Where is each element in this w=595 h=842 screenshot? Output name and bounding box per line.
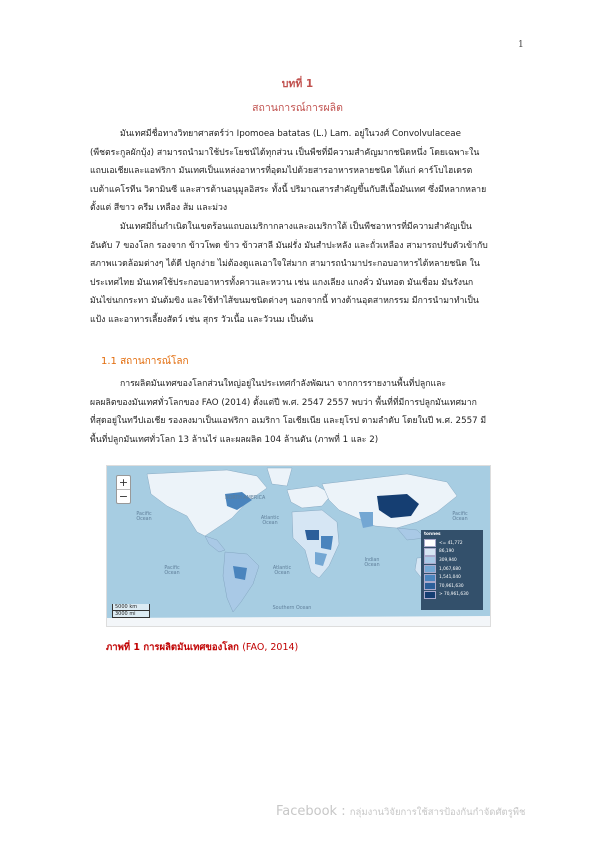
legend-swatch xyxy=(424,548,436,556)
east-africa-region xyxy=(321,536,333,550)
legend-label: 1,067,680 xyxy=(439,566,461,572)
legend-swatch xyxy=(424,565,436,573)
zoom-out-button[interactable]: − xyxy=(118,490,129,503)
legend-row xyxy=(424,539,480,548)
paragraph-2-line: สภาพแวดล้อมต่างๆ ได้ดี ปลูกง่าย ไม่ต้องดูแลเอาใจใส่มาก สามารถนำมาประกอบอาหารได้หลายชนิด ใน xyxy=(90,259,480,270)
paragraph-1-line: มันเทศมีชื่อทางวิทยาศาสตร์ว่า Ipomoea batatas (L.) Lam. อยู่ในวงศ์ Convolvulaceae xyxy=(120,129,461,139)
ocean-label: Pacific Ocean xyxy=(164,566,180,576)
nigeria-region xyxy=(305,530,319,540)
footer-group: กลุ่มงานวิจัยการใช้สารป้องกันกำจัดศัตรูพืช xyxy=(349,807,526,818)
paragraph-2-line: มันไข่นกกระทา มันต้มขิง และใช้ทำไส้ขนมชนิดต่างๆ นอกจากนี้ ทางด้านอุตสาหกรรม มีการนำมาทำเป็น xyxy=(90,296,479,307)
map-zoom-control xyxy=(116,475,131,504)
section-paragraph-line: พื้นที่ปลูกมันเทศทั่วโลก 13 ล้านไร่ และผลผลิต 104 ล้านตัน (ภาพที่ 1 และ 2) xyxy=(90,434,379,445)
page-number: 1 xyxy=(518,40,524,50)
ocean-label: Atlantic Ocean xyxy=(272,566,292,576)
legend-label: > 70,961,630 xyxy=(439,592,469,598)
caption-label: ภาพที่ 1 การผลิตมันเทศของโลก xyxy=(106,642,239,653)
ocean-label: Indian Ocean xyxy=(364,558,380,568)
paragraph-1 xyxy=(90,125,510,218)
map-legend xyxy=(421,530,483,610)
section-heading: 1.1 สถานการณ์โลก xyxy=(101,356,189,367)
paragraph-2-line: มันเทศมีถิ่นกำเนิดในเขตร้อนแถบอเมริกากลางและอเมริกาใต้ เป็นพืชอาหารที่มีความสำคัญเป็น xyxy=(120,222,472,232)
legend-swatch xyxy=(424,591,436,599)
legend-row xyxy=(424,556,480,565)
legend-row xyxy=(424,573,480,582)
chapter-subtitle: สถานการณ์การผลิต xyxy=(252,102,343,114)
paragraph-2-line: อันดับ 7 ของโลก รองจาก ข้าวโพด ข้าว ข้าวสาลี มันฝรั่ง มันสำปะหลัง และถั่วเหลือง สามารถปรับตัวเข้ากับ xyxy=(90,240,488,251)
paragraph-1-line: แถบเอเชียและแอฟริกา มันเทศเป็นแหล่งอาหารที่อุดมไปด้วยสารอาหารหลายชนิด ได้แก่ คาร์โบไฮเดรต xyxy=(90,166,473,177)
legend-row xyxy=(424,582,480,591)
legend-swatch xyxy=(424,574,436,582)
ocean-label: Southern Ocean xyxy=(272,606,312,611)
map-scale-bar xyxy=(112,604,150,618)
paragraph-1-line: เบต้าแคโรทีน วิตามินซี และสารต้านอนุมูลอิสระ ทั้งนี้ ปริมาณสารสำคัญขึ้นกับสีเนื้อมันเทศ ซึ่งมีหลากหลาย xyxy=(90,184,487,195)
caption-source: (FAO, 2014) xyxy=(242,642,299,653)
chapter-title: บทที่ 1 xyxy=(281,78,314,90)
scale-mi: 3000 mi xyxy=(112,611,150,618)
section-paragraph-line: ที่สุดอยู่ในทวีปเอเชีย รองลงมาเป็นแอฟริกา อเมริกา โอเชียเนีย และยุโรป ตามลำดับ โดยในปี พ.ศ. 2557 มี xyxy=(90,416,487,427)
zoom-in-button[interactable]: + xyxy=(118,476,129,489)
paragraph-2-line: แป้ง และอาหารเลี้ยงสัตว์ เช่น สุกร วัวเนื้อ และวัวนม เป็นต้น xyxy=(90,314,314,325)
ocean-label: Pacific Ocean xyxy=(136,512,152,522)
ocean-label: Pacific Ocean xyxy=(452,512,468,522)
legend-label: <= 41,772 xyxy=(439,540,463,546)
legend-label: 86,190 xyxy=(439,549,455,555)
legend-title: tonnes xyxy=(424,532,441,537)
figure-caption xyxy=(106,640,298,655)
brazil-region xyxy=(233,566,247,580)
paragraph-1-line: ตั้งแต่ สีขาว ครีม เหลือง ส้ม และม่วง xyxy=(90,203,228,214)
legend-swatch xyxy=(424,582,436,590)
section-paragraph-line: การผลิตมันเทศของโลกส่วนใหญ่อยู่ในประเทศกำลังพัฒนา จากการรายงานพื้นที่ปลูกและ xyxy=(120,379,447,389)
legend-swatch xyxy=(424,556,436,564)
page-footer xyxy=(276,804,526,820)
legend-row xyxy=(424,591,480,600)
ocean-label: Atlantic Ocean xyxy=(260,516,280,526)
legend-label: 1,541,040 xyxy=(439,575,461,581)
section-paragraph-line: ผลผลิตของมันเทศทั่วโลกของ FAO (2014) ตั้งแต่ปี พ.ศ. 2547 2557 พบว่า พื้นที่ที่มีการปลูกมันเทศมาก xyxy=(90,397,477,408)
paragraph-1-line: (พืชตระกูลผักบุ้ง) สามารถนำมาใช้ประโยชน์ได้ทุกส่วน เป็นพืชที่มีความสำคัญมากชนิดหนึ่ง โดยเฉพาะใน xyxy=(90,147,480,158)
paragraph-2-line: ประเทศไทย มันเทศใช้ประกอบอาหารทั้งคาวและหวาน เช่น แกงเลียง แกงคั่ว มันทอด มันเชื่อม มันรังนก xyxy=(90,277,474,288)
ocean-label: NORTH AMERICA xyxy=(225,496,266,501)
legend-swatch xyxy=(424,539,436,547)
legend-label: 70,961,630 xyxy=(439,583,464,589)
world-production-map[interactable] xyxy=(106,465,491,627)
legend-label: 309,940 xyxy=(439,557,457,563)
scale-km: 5000 km xyxy=(112,604,150,611)
paragraph-2 xyxy=(90,218,510,330)
section-paragraph xyxy=(90,375,510,449)
legend-row xyxy=(424,548,480,557)
legend-row xyxy=(424,565,480,574)
footer-brand: Facebook : xyxy=(276,804,346,819)
